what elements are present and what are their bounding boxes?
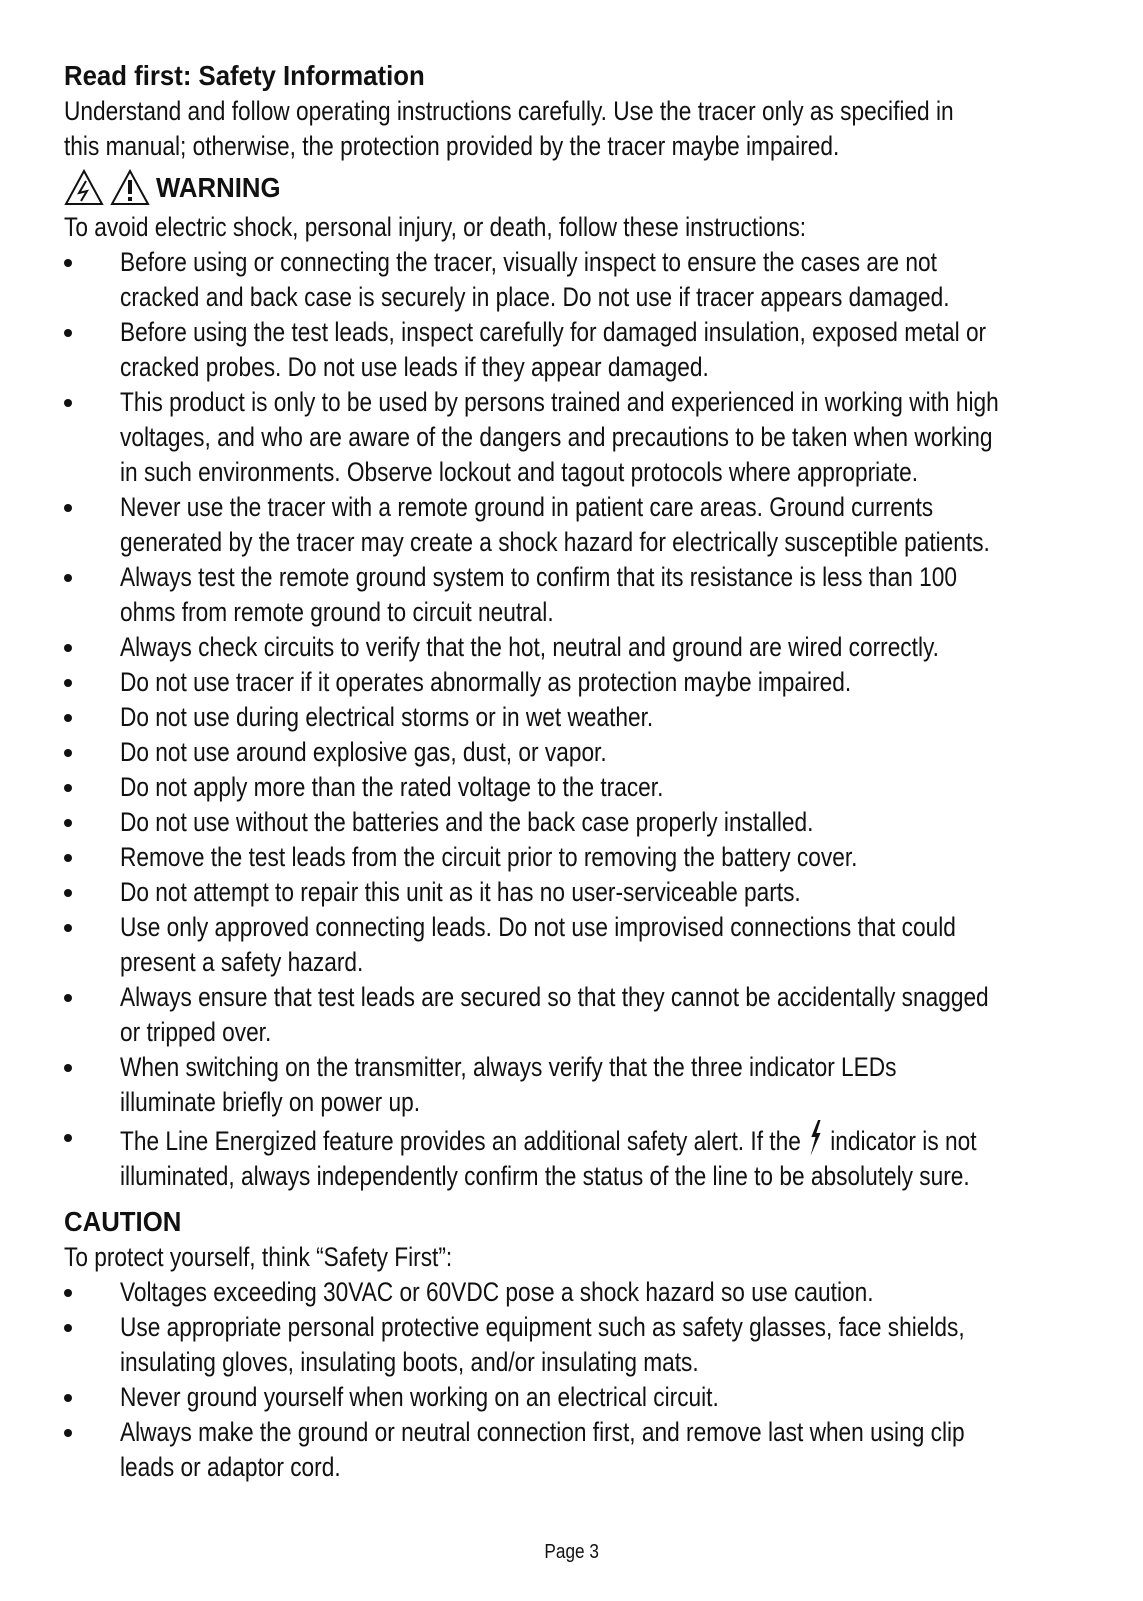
list-item <box>64 665 1104 700</box>
intro-paragraph <box>64 94 1104 164</box>
bullet-icon <box>64 854 72 862</box>
list-item-line: Always test the remote ground system to confirm that its resistance is less than 100 <box>120 562 958 592</box>
list-item <box>64 385 1104 490</box>
list-item-line: present a safety hazard. <box>120 947 364 977</box>
bullet-icon <box>64 1064 72 1072</box>
safety-page <box>64 58 1104 1485</box>
list-item-line: Use appropriate personal protective equipment such as safety glasses, face shields, <box>120 1312 965 1342</box>
energized-line-2: illuminated, always independently confirm the status of the line to be absolutely sure. <box>120 1161 970 1191</box>
list-item-line: Always check circuits to verify that the hot, neutral and ground are wired correctly. <box>120 632 939 662</box>
warning-title: WARNING <box>156 172 281 203</box>
caution-list <box>64 1275 1104 1485</box>
bullet-icon <box>64 819 72 827</box>
list-item-line: or tripped over. <box>120 1017 272 1047</box>
list-item <box>64 1120 1104 1194</box>
bullet-icon <box>64 1324 72 1332</box>
bullet-icon <box>64 644 72 652</box>
list-item <box>64 630 1104 665</box>
list-item-line: When switching on the transmitter, always verify that the three indicator LEDs <box>120 1052 897 1082</box>
warning-list-energized <box>64 1120 1104 1194</box>
warning-list <box>64 245 1104 1120</box>
list-item <box>64 700 1104 735</box>
bullet-icon <box>64 889 72 897</box>
shock-hazard-icon <box>64 169 104 207</box>
list-item-line: Do not apply more than the rated voltage to the tracer. <box>120 772 664 802</box>
list-item <box>64 1415 1104 1485</box>
list-item-line: Before using the test leads, inspect carefully for damaged insulation, exposed metal or <box>120 317 987 347</box>
list-item <box>64 560 1104 630</box>
list-item-line: cracked probes. Do not use leads if they appear damaged. <box>120 352 709 382</box>
lightning-bolt-icon <box>809 1120 822 1156</box>
list-item <box>64 1380 1104 1415</box>
list-item-line: Before using or connecting the tracer, visually inspect to ensure the cases are not <box>120 247 937 277</box>
bullet-icon <box>64 749 72 757</box>
list-item <box>64 735 1104 770</box>
bullet-icon <box>64 784 72 792</box>
list-item-line: Use only approved connecting leads. Do not use improvised connections that could <box>120 912 956 942</box>
bullet-icon <box>64 1134 72 1142</box>
bullet-icon <box>64 259 72 267</box>
bullet-icon <box>64 504 72 512</box>
list-item-line: Voltages exceeding 30VAC or 60VDC pose a shock hazard so use caution. <box>120 1277 874 1307</box>
list-item-line: generated by the tracer may create a shock hazard for electrically susceptible patients. <box>120 527 990 557</box>
list-item-line: This product is only to be used by persons trained and experienced in working with high <box>120 387 999 417</box>
list-item-line: in such environments. Observe lockout and tagout protocols where appropriate. <box>120 457 919 487</box>
list-item <box>64 1310 1104 1380</box>
list-item-line: Do not use tracer if it operates abnormally as protection maybe impaired. <box>120 667 852 697</box>
section-title: Read first: Safety Information <box>64 60 425 91</box>
list-item-line: Remove the test leads from the circuit prior to removing the battery cover. <box>120 842 858 872</box>
page-footer <box>0 1541 1143 1564</box>
bullet-icon <box>64 679 72 687</box>
list-item-line: Do not attempt to repair this unit as it has no user-serviceable parts. <box>120 877 801 907</box>
energized-line-1 <box>120 1120 977 1159</box>
bullet-icon <box>64 1394 72 1402</box>
caution-title: CAUTION <box>64 1206 182 1237</box>
list-item <box>64 910 1104 980</box>
bullet-icon <box>64 924 72 932</box>
energized-text-after: indicator is not <box>830 1126 977 1156</box>
list-item-line: Do not use during electrical storms or in wet weather. <box>120 702 654 732</box>
energized-text-before: The Line Energized feature provides an additional safety alert. If the <box>120 1126 801 1156</box>
list-item <box>64 805 1104 840</box>
list-item-line: Always ensure that test leads are secured so that they cannot be accidentally snagged <box>120 982 989 1012</box>
bullet-icon <box>64 1289 72 1297</box>
list-item-line: Never ground yourself when working on an electrical circuit. <box>120 1382 719 1412</box>
list-item-line: ohms from remote ground to circuit neutral. <box>120 597 554 627</box>
list-item-line: Do not use around explosive gas, dust, or vapor. <box>120 737 607 767</box>
list-item <box>64 315 1104 385</box>
bullet-icon <box>64 994 72 1002</box>
list-item-line: illuminate briefly on power up. <box>120 1087 421 1117</box>
list-item-line: cracked and back case is securely in place. Do not use if tracer appears damaged. <box>120 282 950 312</box>
bullet-icon <box>64 399 72 407</box>
intro-line: this manual; otherwise, the protection provided by the tracer maybe impaired. <box>64 131 840 161</box>
warning-header <box>64 166 1104 210</box>
page-number: Page 3 <box>544 1541 599 1563</box>
list-item-line: leads or adaptor cord. <box>120 1452 341 1482</box>
list-item-line: Do not use without the batteries and the back case properly installed. <box>120 807 814 837</box>
list-item <box>64 1275 1104 1310</box>
exclamation-warning-icon <box>110 169 150 207</box>
list-item <box>64 980 1104 1050</box>
list-item <box>64 1050 1104 1120</box>
caution-lead: To protect yourself, think “Safety First”: <box>64 1242 453 1272</box>
list-item <box>64 245 1104 315</box>
bullet-icon <box>64 714 72 722</box>
list-item-line: Never use the tracer with a remote ground in patient care areas. Ground currents <box>120 492 934 522</box>
list-item <box>64 840 1104 875</box>
bullet-icon <box>64 329 72 337</box>
list-item-line: Always make the ground or neutral connection first, and remove last when using clip <box>120 1417 965 1447</box>
list-item-line: insulating gloves, insulating boots, and/or insulating mats. <box>120 1347 699 1377</box>
intro-line: Understand and follow operating instructions carefully. Use the tracer only as specified in <box>64 96 954 126</box>
list-item <box>64 490 1104 560</box>
bullet-icon <box>64 574 72 582</box>
list-item-line: voltages, and who are aware of the dangers and precautions to be taken when working <box>120 422 993 452</box>
list-item <box>64 770 1104 805</box>
bullet-icon <box>64 1429 72 1437</box>
list-item <box>64 875 1104 910</box>
warning-lead: To avoid electric shock, personal injury, or death, follow these instructions: <box>64 212 807 242</box>
